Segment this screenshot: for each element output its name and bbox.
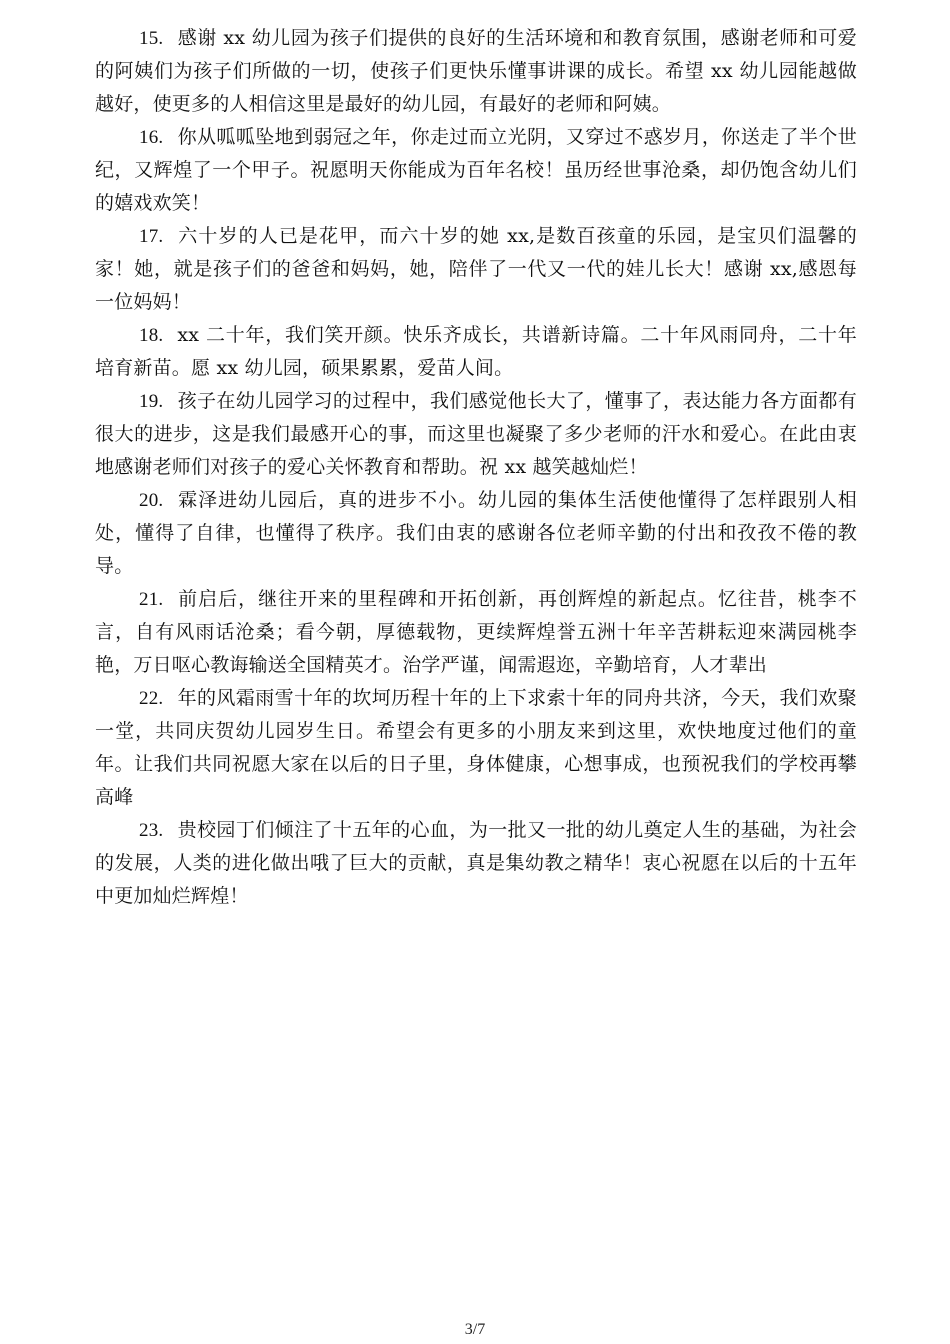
item-number: 18. xyxy=(139,325,164,346)
item-text: 你从呱呱坠地到弱冠之年，你走过而立光阴，又穿过不惑岁月，你送走了半个世纪，又辉煌了一个甲子。祝愿明天你能成为百年名校！虽历经世事沧桑，却仍饱含幼儿们的嬉戏欢笑！ xyxy=(95,126,857,214)
document-body xyxy=(95,22,857,913)
list-item xyxy=(95,22,857,121)
item-number: 16. xyxy=(139,127,164,148)
list-item xyxy=(95,484,857,583)
list-item xyxy=(95,583,857,682)
item-text: 孩子在幼儿园学习的过程中，我们感觉他长大了，懂事了，表达能力各方面都有很大的进步，这是我们最感开心的事，而这里也凝聚了多少老师的汗水和爱心。在此由衷地感谢老师们对孩子的爱心关怀教育和帮助。祝 xx 越笑越灿烂！ xyxy=(95,390,857,478)
item-text: 六十岁的人已是花甲，而六十岁的她 xx,是数百孩童的乐园，是宝贝们温馨的家！她，就是孩子们的爸爸和妈妈，她，陪伴了一代又一代的娃儿长大！感谢 xx,感恩每一位妈妈！ xyxy=(95,225,857,313)
list-item xyxy=(95,121,857,220)
page-number: 3/7 xyxy=(464,1321,486,1338)
item-number: 19. xyxy=(139,391,164,412)
item-text: 前启后，继往开来的里程碑和开拓创新，再创辉煌的新起点。忆往昔，桃李不言，自有风雨话沧桑；看今朝，厚德载物，更续辉煌誉五洲十年辛苦耕耘迎來满园桃李艳，万日呕心教诲输送全国精英才。治学严谨，闻需遐迩，辛勤培育，人才辈出 xyxy=(95,588,857,676)
item-text: 霖泽进幼儿园后，真的进步不小。幼儿园的集体生活使他懂得了怎样跟别人相处，懂得了自律，也懂得了秩序。我们由衷的感谢各位老师辛勤的付出和孜孜不倦的教导。 xyxy=(95,489,857,577)
item-text: 感谢 xx 幼儿园为孩子们提供的良好的生活环境和和教育氛围，感谢老师和可爱的阿姨们为孩子们所做的一切，使孩子们更快乐懂事讲课的成长。希望 xx 幼儿园能越做越好，使更多的人相信这里是最好的幼儿园，有最好的老师和阿姨。 xyxy=(95,27,857,115)
item-text: 年的风霜雨雪十年的坎坷历程十年的上下求索十年的同舟共济，今天，我们欢聚一堂，共同庆贺幼儿园岁生日。希望会有更多的小朋友来到这里，欢快地度过他们的童年。让我们共同祝愿大家在以后的日子里，身体健康，心想事成，也预祝我们的学校再攀高峰 xyxy=(95,687,857,808)
item-number: 15. xyxy=(139,28,164,49)
item-number: 23. xyxy=(139,820,164,841)
item-text: xx 二十年，我们笑开颜。快乐齐成长，共谱新诗篇。二十年风雨同舟，二十年培育新苗。愿 xx 幼儿园，硕果累累，爱苗人间。 xyxy=(95,324,857,379)
list-item xyxy=(95,319,857,385)
item-number: 21. xyxy=(139,589,164,610)
list-item xyxy=(95,682,857,814)
list-item xyxy=(95,220,857,319)
list-item xyxy=(95,814,857,913)
item-number: 17. xyxy=(139,226,164,247)
item-number: 20. xyxy=(139,490,164,511)
item-text: 贵校园丁们倾注了十五年的心血，为一批又一批的幼儿奠定人生的基础，为社会的发展，人类的进化做出哦了巨大的贡献，真是集幼教之精华！衷心祝愿在以后的十五年中更加灿烂辉煌！ xyxy=(95,819,857,907)
item-number: 22. xyxy=(139,688,164,709)
list-item xyxy=(95,385,857,484)
